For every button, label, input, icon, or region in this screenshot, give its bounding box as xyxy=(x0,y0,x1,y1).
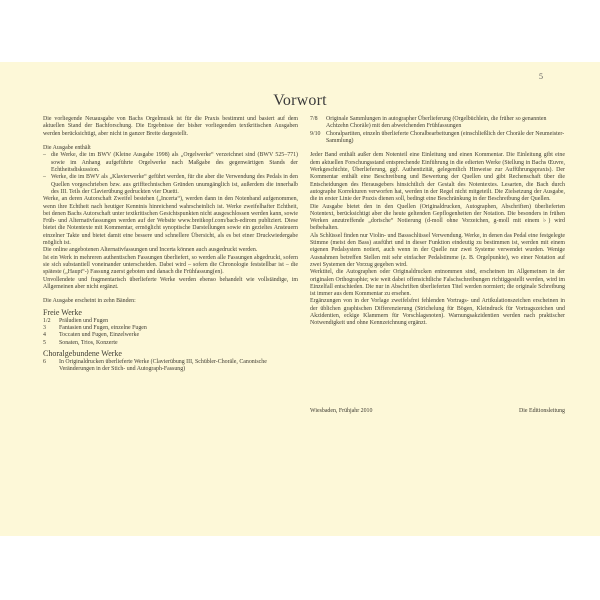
dash-bullet: – xyxy=(43,174,46,181)
volume-item: 3 Fantasien und Fugen, einzelne Fugen xyxy=(43,325,147,332)
page-title: Vorwort xyxy=(273,92,327,109)
titles-paragraph: Werktitel, die Autographen oder Originaldrucken entnommen sind, erscheinen im Allgemeinen in der originalen Orthographie; wie weit dabei offensichtliche Falschschreibungen richtiggestellt werden, wird im Einzelfall entschieden. Die nur in Abschriften überlieferten Titel werden normiert; die originale Schreibung ist immer aus dem Kommentar zu ersehen. xyxy=(310,269,565,298)
page-number: 5 xyxy=(539,72,543,81)
fragments-paragraph: Unvollendete und fragmentarisch überlieferte Werke werden ebenso behandelt wie vollständige, im Allgemeinen aber nicht ergänzt. xyxy=(43,276,298,290)
versions-paragraph: Ist ein Werk in mehreren authentischen Fassungen überliefert, so werden alle Fassungen abgedruckt, sofern sie sich substantiell voneinander unterscheiden. Dabei wird – sofern die Chronologie feststellbar ist – die späteste („Haupt“-) Fassung zuerst geboten und danach die Frühfassung(en). xyxy=(43,254,298,276)
volume-item: 1/2 Präludien und Fugen xyxy=(43,317,109,324)
volume-item: 5 Sonaten, Trios, Konzerte xyxy=(43,339,118,346)
intro-paragraph: Die vorliegende Neuausgabe von Bachs Orgelmusik ist für die Praxis bestimmt und basiert auf dem aktuellen Stand der Bachforschung. Die Ergebnisse der bisher vorliegenden textkritischen Ausgaben werden berücksichtigt, aber nicht in ganzer Breite dargestellt. xyxy=(43,116,298,137)
volume-item: 7/8 Originale Sammlungen in autographer Überlieferung (Orgelbüchlein, die früher so genannten Achtzehn Choräle) mit den abweichenden Frühfassungen xyxy=(310,116,547,130)
volume-item: 9/10 Choralpartiten, einzeln überlieferte Choralbearbeitungen (einschließlich der Choräle der Neumeister-Sammlung) xyxy=(310,130,565,144)
contents-heading: Die Ausgabe enthält xyxy=(43,145,91,152)
volume-item: 4 Toccaten und Fugen, Einzelwerke xyxy=(43,332,140,339)
place-date: Wiesbaden, Frühjahr 2010 xyxy=(310,408,373,414)
signature: Die Editionsleitung xyxy=(519,408,565,414)
document-page xyxy=(0,62,600,536)
incerta-paragraph: Werke, an deren Autorschaft Zweifel bestehen („Incerta“), werden dann in den Notenband aufgenommen, wenn ihre Echtheit nach heutiger Kenntnis hinreichend wahrscheinlich ist. Werke zweifelhafter Echtheit, bei denen Bachs Autorschaft unter textkritischen Gesichtspunkten nicht ausgeschlossen werden kann, sowie Früh- und Alternativfassungen werden auf der Website www.breitkopf.com/bach-edirom publiziert. Diese bietet die Notentexte mit Kommentar, ermöglicht synoptische Darstellungen sowie ein gezieltes Ansteuern einzelner Takte und bietet damit eine bessere und schnellere Übersicht, als es bei einer Druckwiedergabe möglich ist. xyxy=(43,196,298,247)
volumes-intro: Die Ausgabe erscheint in zehn Bänden: xyxy=(43,298,136,305)
introduction-commentary-paragraph: Jeder Band enthält außer dem Notenteil eine Einleitung und einen Kommentar. Die Einleitung gibt eine dem aktuellen Forschungsstand entsprechende Einführung in die edierten Werke (Stellung in Bachs Œuvre, Werkgeschichte, Überlieferung, ggf. Authentizität, gelegentlich Hinweise zur Aufführungspraxis). Der Kommentar enthält eine Beschreibung und Bewertung der Quellen und gibt Rechenschaft über die Entscheidungen des Herausgebers hinsichtlich der Gestalt des Notentextes. Lesarten, die Bach durch autographe Korrekturen verworfen hat, werden in der Regel nicht mitgeteilt. Die Zielsetzung der Ausgabe, die in erster Linie der Praxis dienen soll, bedingt eine Beschränkung in der Beschreibung der Quellen. xyxy=(310,152,565,203)
right-column xyxy=(310,116,565,328)
online-paragraph: Die online angebotenen Alternativfassungen und Incerta können auch ausgedruckt werden. xyxy=(43,247,258,254)
clefs-paragraph: Als Schlüssel finden nur Violin- und Bassschlüssel Verwendung. Werke, in denen das Pedal eine festgelegte Stimme (meist den Bass) ausführt und in dieser Funktion eindeutig zu bestimmen ist, werden mit einem eigenen Pedalsystem notiert, auch wenn in der Quelle nur zwei Systeme verwendet wurden. Wenige Ausnahmen betreffen Stellen mit sehr einfacher Pedalstimme (z. B. Orgelpunkte), wo einer Notation auf zwei Systemen der Vorzug gegeben wird. xyxy=(310,232,565,268)
dash-bullet: – xyxy=(43,152,46,159)
additions-paragraph: Ergänzungen von in der Vorlage zweifelsfrei fehlenden Vortrags- und Artikulationszeichen erscheinen in der üblichen graphischen Differenzierung (Strichelung für Bögen, Kleindruck für Vortragszeichen und Akzidentien, eckige Klammern für Vorschlagsnoten). Warnungsakzidentien werden nach praktischer Notwendigkeit und ohne Kennzeichnung ergänzt. xyxy=(310,298,565,327)
left-column xyxy=(43,116,298,374)
signature-footer xyxy=(310,408,565,414)
contents-item: – die Werke, die im BWV (Kleine Ausgabe 1998) als „Orgelwerke“ verzeichnet sind (BWV 525–771) sowie im Anhang aufgeführte Orgelwerke nach Maßgabe des gegenwärtigen Stands der Echtheitsdiskussion. xyxy=(43,152,298,174)
section-heading-choral: Choralgebundene Werke xyxy=(43,348,122,358)
volume-item: 6 In Originaldrucken überlieferte Werke (Clavierübung III, Schübler-Choräle, Canonische Veränderungen in der Stich- und Autograph-Fassung) xyxy=(43,358,267,373)
contents-item: – Werke, die im BWV als „Klavierwerke“ geführt werden, für die aber die Verwendung des Pedals in den Quellen vorgeschrieben bzw. aus grifftechnischen Gründen unumgänglich ist, außerdem die innerhalb des III. Teils der Clavierübung gedruckten vier Duetti. xyxy=(43,174,298,195)
section-heading-free: Freie Werke xyxy=(43,307,82,317)
notation-paragraph: Die Ausgabe bietet den in den Quellen (Originaldrucken, Autographen, Abschriften) überlieferten Notentext, berücksichtigt aber die heute geltenden Gepflogenheiten der Notation. Die besonders in frühen Werken anzutreffende „dorische“ Notierung (d-moll ohne Vorzeichen, g-moll mit einem ♭) wird beibehalten. xyxy=(310,203,565,232)
